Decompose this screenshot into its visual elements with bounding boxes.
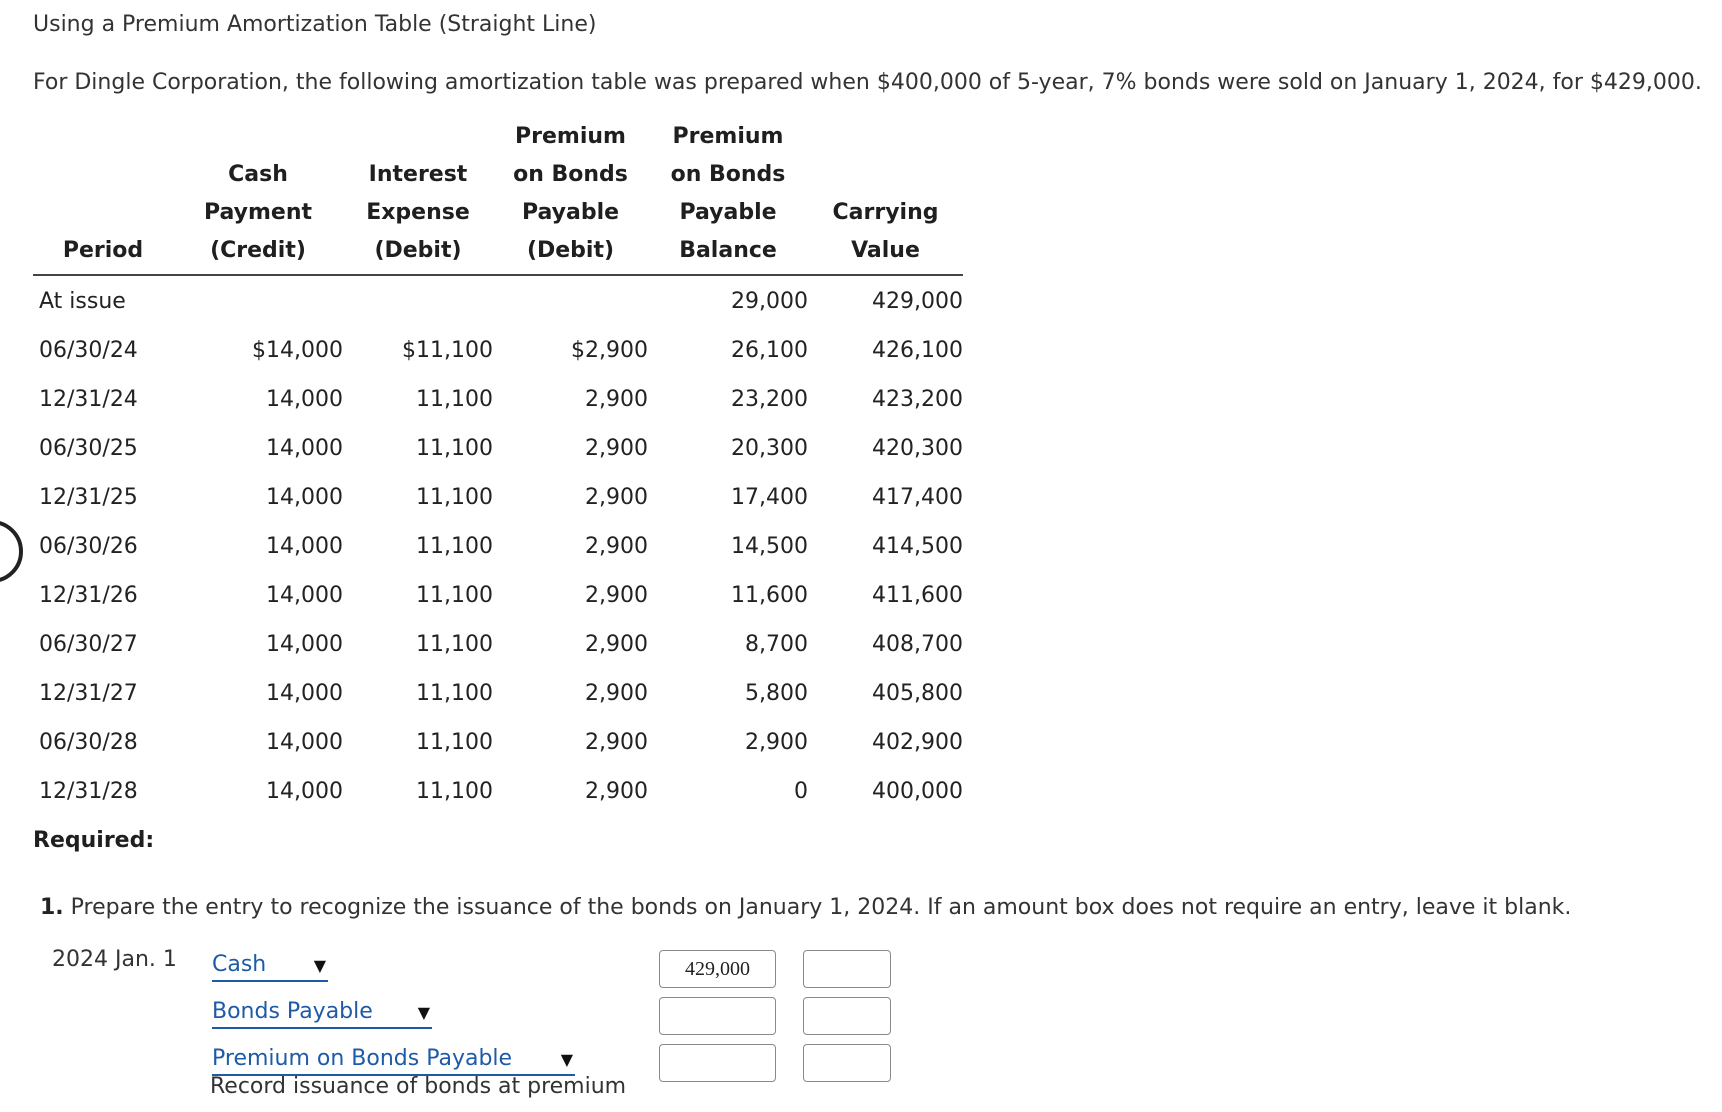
header-cash-payment: Cash Payment (Credit) <box>173 118 343 275</box>
problem-intro: For Dingle Corporation, the following amortization table was prepared when $400,000 of 5-year, 7% bonds were sold on January 1, 2024, for $429,000. <box>33 70 1702 95</box>
cell-premium-debit: 2,900 <box>585 730 648 755</box>
cell-premium-debit <box>493 275 648 326</box>
cell-period: 12/31/25 <box>39 485 138 510</box>
cell-carrying-value: 402,900 <box>872 730 963 755</box>
credit-amount-input[interactable] <box>803 950 891 988</box>
cell-interest-expense: $11,100 <box>402 338 493 363</box>
cell-interest-expense: 11,100 <box>416 583 493 608</box>
cell-carrying-value: 400,000 <box>872 779 963 804</box>
journal-entry-note: Record issuance of bonds at premium <box>210 1074 627 1099</box>
cell-premium-debit: 2,900 <box>585 632 648 657</box>
cell-interest-expense: 11,100 <box>416 485 493 510</box>
cell-premium-balance: 5,800 <box>745 681 808 706</box>
cell-carrying-value: 423,200 <box>872 387 963 412</box>
cell-cash-payment: 14,000 <box>266 485 343 510</box>
table-row <box>33 718 963 767</box>
table-row <box>33 522 963 571</box>
cell-premium-balance: 17,400 <box>731 485 808 510</box>
chevron-down-icon: ▼ <box>417 1003 430 1022</box>
account-select-bonds-payable[interactable] <box>212 999 432 1029</box>
credit-amount-input[interactable] <box>803 997 891 1035</box>
cell-period: 12/31/27 <box>39 681 138 706</box>
cursor-circle-indicator <box>0 520 23 583</box>
cell-premium-balance: 14,500 <box>731 534 808 559</box>
cell-period: 12/31/28 <box>39 779 138 804</box>
table-row <box>33 767 963 816</box>
table-header-row <box>33 118 963 275</box>
cell-cash-payment: 14,000 <box>266 583 343 608</box>
journal-date: 2024 Jan. 1 <box>52 947 177 972</box>
cell-cash-payment: 14,000 <box>266 632 343 657</box>
cell-carrying-value: 411,600 <box>872 583 963 608</box>
cell-interest-expense <box>343 275 493 326</box>
cell-carrying-value: 408,700 <box>872 632 963 657</box>
cell-cash-payment: 14,000 <box>266 681 343 706</box>
cell-premium-debit: 2,900 <box>585 779 648 804</box>
cell-premium-balance: 26,100 <box>731 338 808 363</box>
cell-carrying-value: 405,800 <box>872 681 963 706</box>
cell-cash-payment: 14,000 <box>266 534 343 559</box>
question-number: 1. <box>40 895 64 920</box>
cell-premium-balance: 2,900 <box>745 730 808 755</box>
amortization-table <box>33 118 963 816</box>
cell-carrying-value: 414,500 <box>872 534 963 559</box>
page-title: Using a Premium Amortization Table (Straight Line) <box>33 12 597 37</box>
cell-interest-expense: 11,100 <box>416 632 493 657</box>
table-row <box>33 473 963 522</box>
cell-period: 12/31/24 <box>39 387 138 412</box>
cell-premium-debit: 2,900 <box>585 681 648 706</box>
table-row <box>33 375 963 424</box>
required-heading: Required: <box>33 828 155 853</box>
header-premium-balance: Premium on Bonds Payable Balance <box>648 118 808 275</box>
account-select-cash[interactable] <box>212 952 328 982</box>
chevron-down-icon: ▼ <box>560 1050 573 1069</box>
question-text: Prepare the entry to recognize the issuance of the bonds on January 1, 2024. If an amount box does not require an entry, leave it blank. <box>70 895 1572 920</box>
cell-carrying-value: 420,300 <box>872 436 963 461</box>
cell-carrying-value: 429,000 <box>872 288 963 314</box>
table-row <box>33 275 963 326</box>
cell-cash-payment: 14,000 <box>266 730 343 755</box>
cell-premium-debit: $2,900 <box>571 338 648 363</box>
debit-amount-input[interactable] <box>659 1044 776 1082</box>
cell-premium-debit: 2,900 <box>585 534 648 559</box>
account-select-label: Premium on Bonds Payable <box>212 1046 513 1071</box>
account-select-label: Cash <box>212 952 267 977</box>
cell-carrying-value: 417,400 <box>872 485 963 510</box>
cell-cash-payment: $14,000 <box>252 338 343 363</box>
cell-premium-debit: 2,900 <box>585 485 648 510</box>
table-row <box>33 669 963 718</box>
cell-premium-balance: 23,200 <box>731 387 808 412</box>
chevron-down-icon: ▼ <box>313 956 326 975</box>
cell-premium-debit: 2,900 <box>585 436 648 461</box>
cell-interest-expense: 11,100 <box>416 730 493 755</box>
cell-premium-balance: 0 <box>794 779 808 804</box>
cell-period: 06/30/24 <box>39 338 138 363</box>
cell-interest-expense: 11,100 <box>416 681 493 706</box>
cell-period: 06/30/27 <box>39 632 138 657</box>
cell-period: 06/30/28 <box>39 730 138 755</box>
cell-cash-payment <box>173 275 343 326</box>
cell-interest-expense: 11,100 <box>416 436 493 461</box>
cell-period: At issue <box>39 288 126 314</box>
cell-premium-debit: 2,900 <box>585 583 648 608</box>
cell-period: 06/30/26 <box>39 534 138 559</box>
table-row <box>33 326 963 375</box>
question-1 <box>40 895 1571 920</box>
header-interest-expense: Interest Expense (Debit) <box>343 118 493 275</box>
cell-interest-expense: 11,100 <box>416 779 493 804</box>
cell-period: 12/31/26 <box>39 583 138 608</box>
debit-amount-input[interactable]: 429,000 <box>659 950 776 988</box>
header-carrying-value: Carrying Value <box>808 118 963 275</box>
cell-premium-balance: 8,700 <box>745 632 808 657</box>
credit-amount-input[interactable] <box>803 1044 891 1082</box>
cell-cash-payment: 14,000 <box>266 436 343 461</box>
account-select-label: Bonds Payable <box>212 999 373 1024</box>
cell-period: 06/30/25 <box>39 436 138 461</box>
account-select-premium-on-bonds-payable[interactable] <box>212 1046 575 1076</box>
cell-premium-balance: 20,300 <box>731 436 808 461</box>
table-row <box>33 571 963 620</box>
cell-cash-payment: 14,000 <box>266 779 343 804</box>
cell-cash-payment: 14,000 <box>266 387 343 412</box>
cell-interest-expense: 11,100 <box>416 534 493 559</box>
cell-premium-balance: 11,600 <box>731 583 808 608</box>
cell-premium-balance: 29,000 <box>731 288 808 314</box>
table-row <box>33 424 963 473</box>
cell-carrying-value: 426,100 <box>872 338 963 363</box>
table-row <box>33 620 963 669</box>
header-period: Period <box>33 118 173 275</box>
cell-premium-debit: 2,900 <box>585 387 648 412</box>
cell-interest-expense: 11,100 <box>416 387 493 412</box>
header-premium-debit: Premium on Bonds Payable (Debit) <box>493 118 648 275</box>
debit-amount-input[interactable] <box>659 997 776 1035</box>
